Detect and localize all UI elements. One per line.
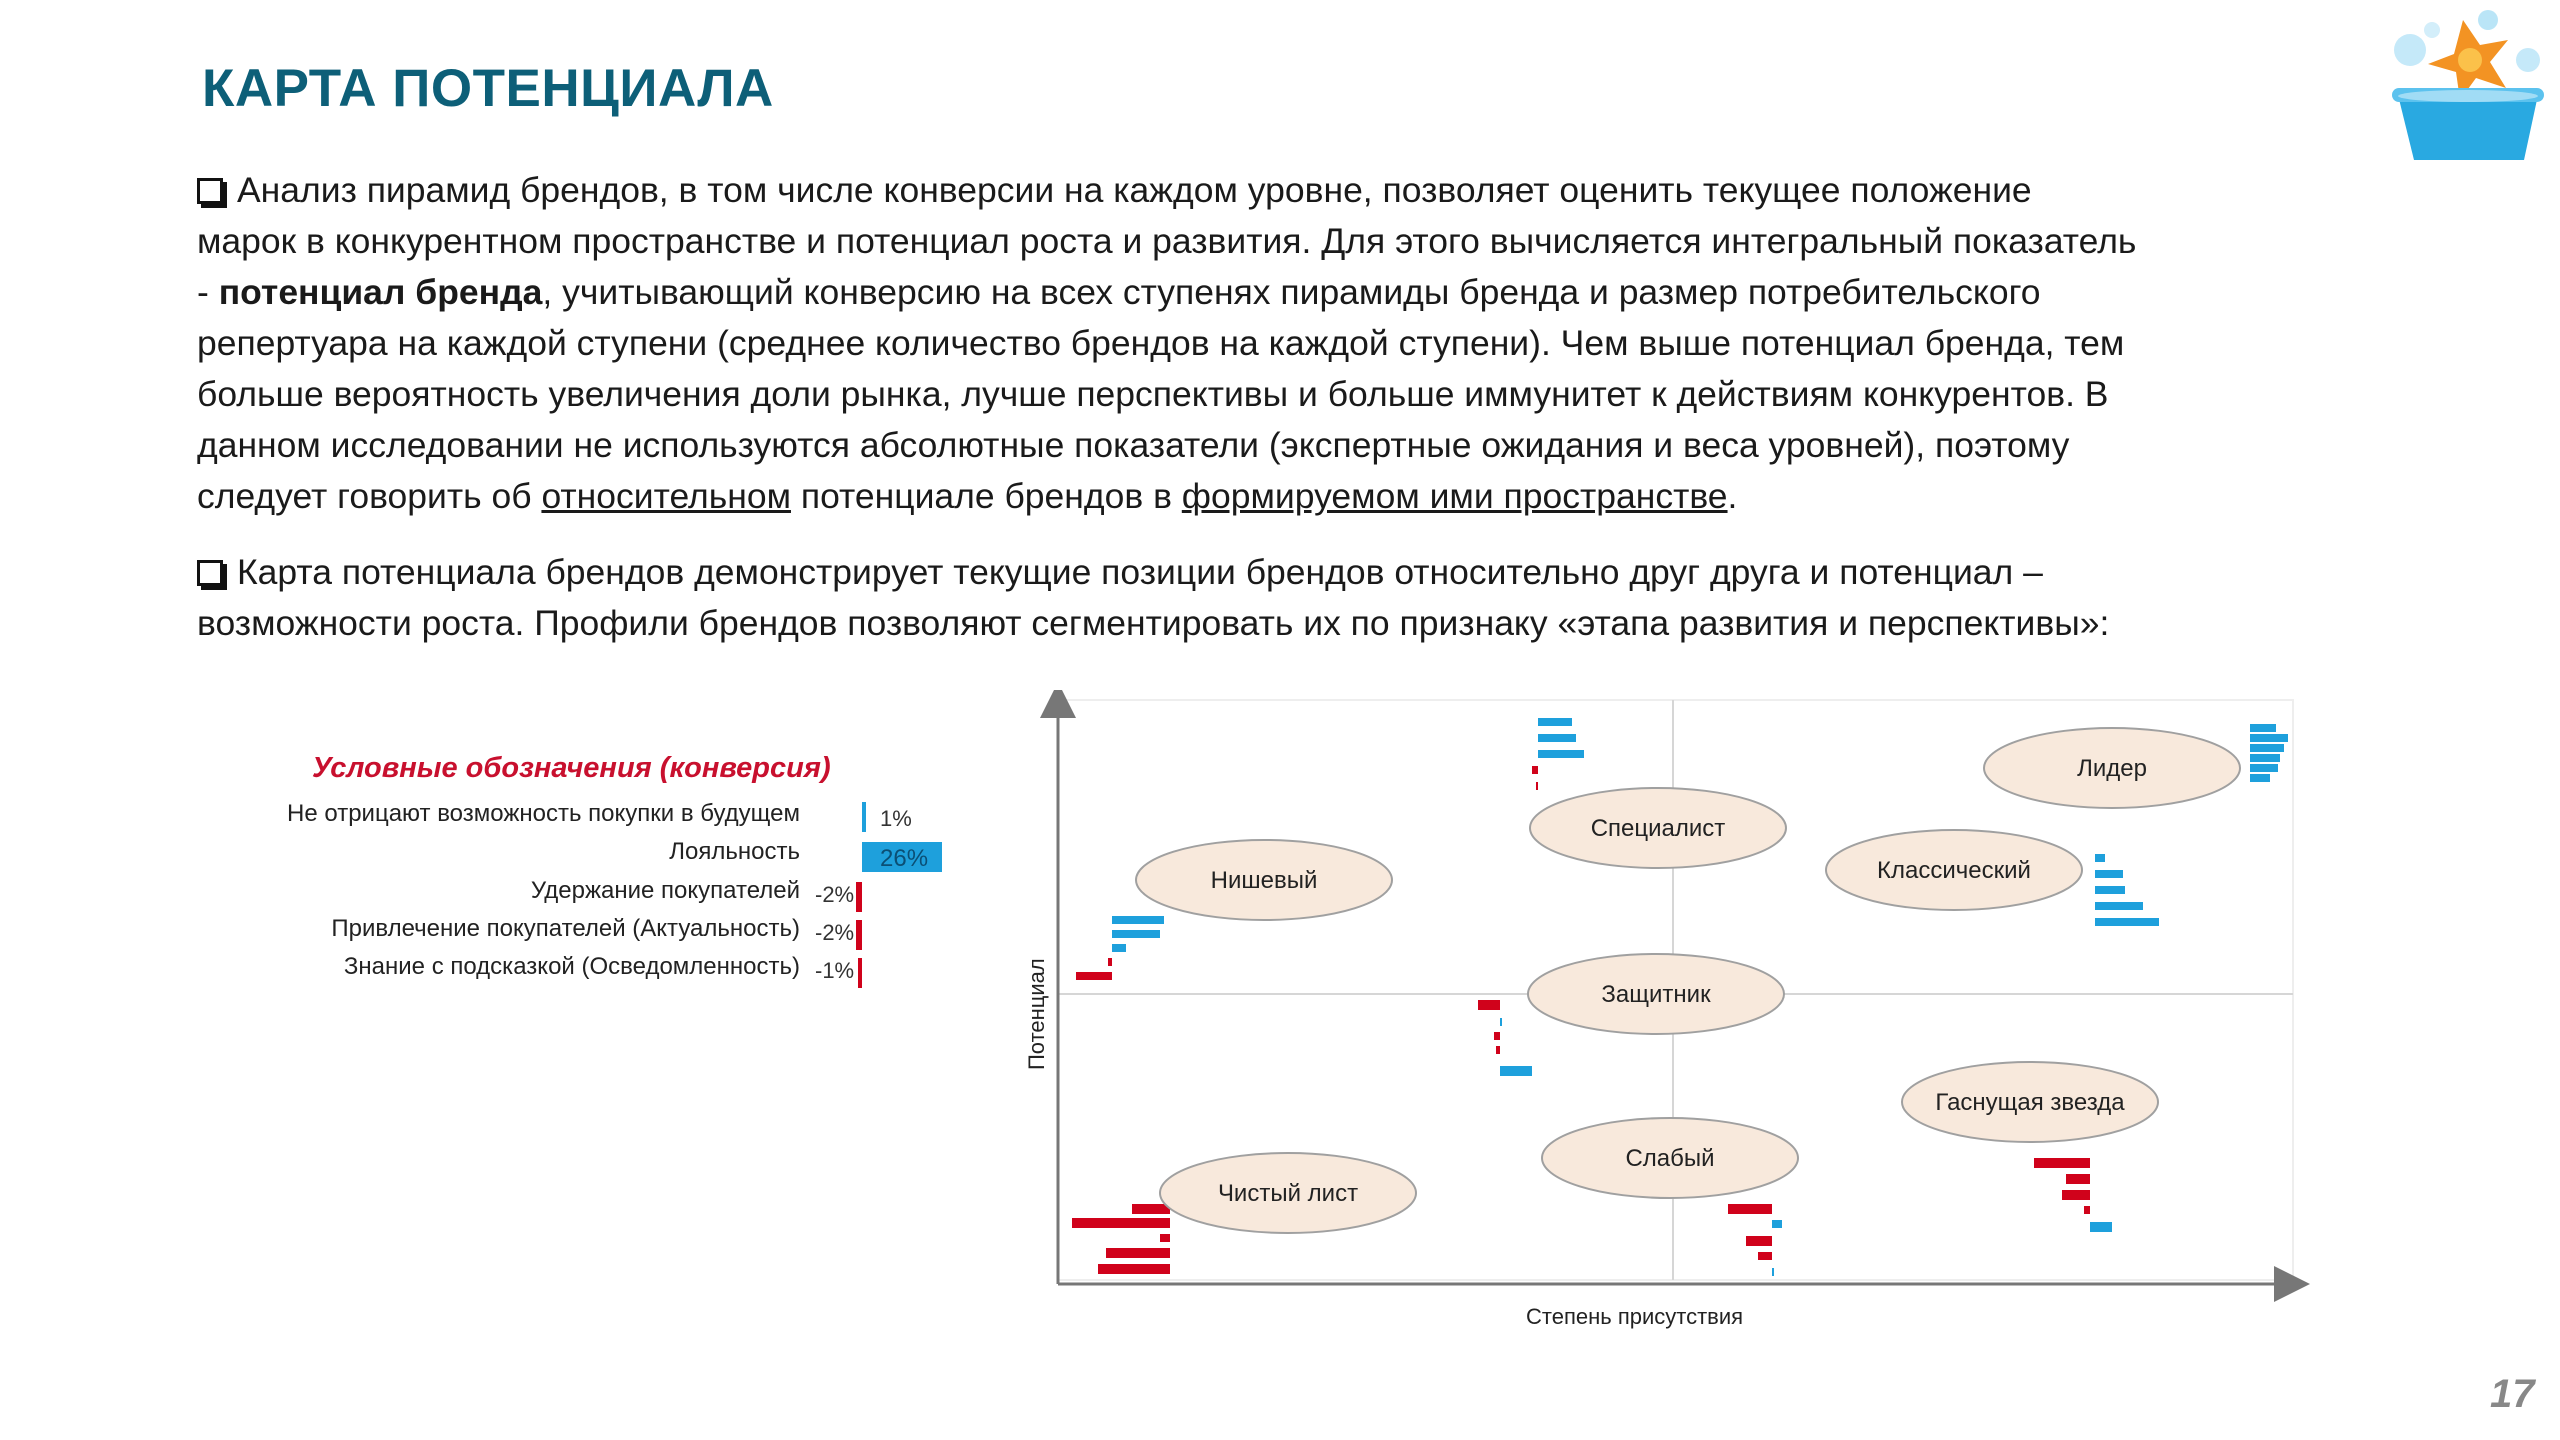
potential-map-chart	[1010, 690, 2310, 1350]
legend-label-future-purchase: Не отрицают возможность покупки в будущем	[287, 800, 800, 827]
legend-value-retention: -2%	[815, 882, 855, 907]
segment-weak	[1542, 1118, 1798, 1198]
washtub-logo-icon	[2368, 0, 2560, 178]
p1-line7-end: .	[1727, 476, 1738, 516]
p2-line2: возможности роста. Профили брендов позволяют сегментировать их по признаку «этапа развития и перспективы»:	[197, 603, 2110, 643]
checkbox-bullet-icon	[197, 560, 223, 586]
legend-title: Условные обозначения (конверсия)	[312, 752, 831, 784]
legend-value-awareness: -1%	[815, 958, 855, 983]
legend-value-relevance: -2%	[815, 920, 855, 945]
legend-bar-awareness	[858, 958, 862, 988]
legend-label-loyalty: Лояльность	[669, 838, 800, 865]
paragraph-potential-map	[197, 547, 2347, 649]
segment-leader-label: Лидер	[2077, 755, 2147, 782]
segment-niche	[1136, 840, 1392, 920]
segment-specialist-label: Специалист	[1590, 815, 1726, 842]
segment-classic-label: Классический	[1877, 857, 2031, 884]
p1-line5: больше вероятность увеличения доли рынка, лучше перспективы и больше иммунитет к действиям конкурентов. В	[197, 374, 2109, 414]
legend-label-awareness: Знание с подсказкой (Осведомленность)	[343, 953, 800, 980]
segment-fading-star-label: Гаснущая звезда	[1935, 1089, 2125, 1116]
page-title: КАРТА ПОТЕНЦИАЛА	[202, 59, 774, 118]
legend-bar-relevance	[856, 920, 862, 950]
segment-classic	[1826, 830, 2082, 910]
segment-leader	[1984, 728, 2240, 808]
segment-blank-slate-label: Чистый лист	[1217, 1180, 1359, 1207]
p1-line3-post: , учитывающий конверсию на всех ступенях пирамиды бренда и размер потребительского	[542, 272, 2041, 312]
p1-line7-underlined-2: формируемом ими пространстве	[1181, 476, 1728, 516]
p1-line3	[197, 267, 2347, 318]
legend-bar-retention	[856, 882, 862, 912]
page-number: 17	[2490, 1372, 2535, 1416]
p1-line4: репертуара на каждой ступени (среднее количество брендов на каждой ступени). Чем выше потенциал бренда, тем	[197, 323, 2125, 363]
legend-value-loyalty: 26%	[880, 845, 929, 872]
p1-line7-underlined-1: относительном	[541, 476, 791, 516]
legend-bar-future-purchase	[862, 802, 866, 832]
segment-specialist	[1530, 788, 1786, 868]
paragraph-brand-potential	[197, 165, 2347, 522]
p1-line7	[197, 471, 2347, 522]
p1-line6: данном исследовании не используются абсолютные показатели (экспертные ожидания и веса уровней), поэтому	[197, 425, 2070, 465]
segment-defender-label: Защитник	[1601, 981, 1711, 1008]
p1-line7-mid: потенциале брендов в	[790, 476, 1182, 516]
p1-line3-bold: потенциал бренда	[218, 272, 543, 312]
p1-line2: марок в конкурентном пространстве и потенциал роста и развития. Для этого вычисляется интегральный показатель	[197, 221, 2137, 261]
segment-defender	[1528, 954, 1784, 1034]
checkbox-bullet-icon	[197, 178, 223, 204]
p1-line7-pre: следует говорить об	[197, 476, 542, 516]
legend-value-future-purchase: 1%	[880, 806, 912, 831]
p1-line3-pre: -	[197, 272, 219, 312]
segment-niche-label: Нишевый	[1210, 867, 1318, 894]
p1-line1: Анализ пирамид брендов, в том числе конверсии на каждом уровне, позволяет оценить текущее положение	[237, 170, 2032, 210]
segment-fading-star	[1902, 1062, 2158, 1142]
x-axis-label: Степень присутствия	[1526, 1304, 1744, 1329]
y-axis-label: Потенциал	[1024, 958, 1049, 1070]
segment-blank-slate	[1160, 1153, 1416, 1233]
legend-label-relevance: Привлечение покупателей (Актуальность)	[331, 915, 800, 942]
p2-line1: Карта потенциала брендов демонстрирует текущие позиции брендов относительно друг друга и потенциал –	[237, 552, 2043, 592]
legend-label-retention: Удержание покупателей	[530, 877, 800, 904]
segment-weak-label: Слабый	[1625, 1145, 1715, 1172]
